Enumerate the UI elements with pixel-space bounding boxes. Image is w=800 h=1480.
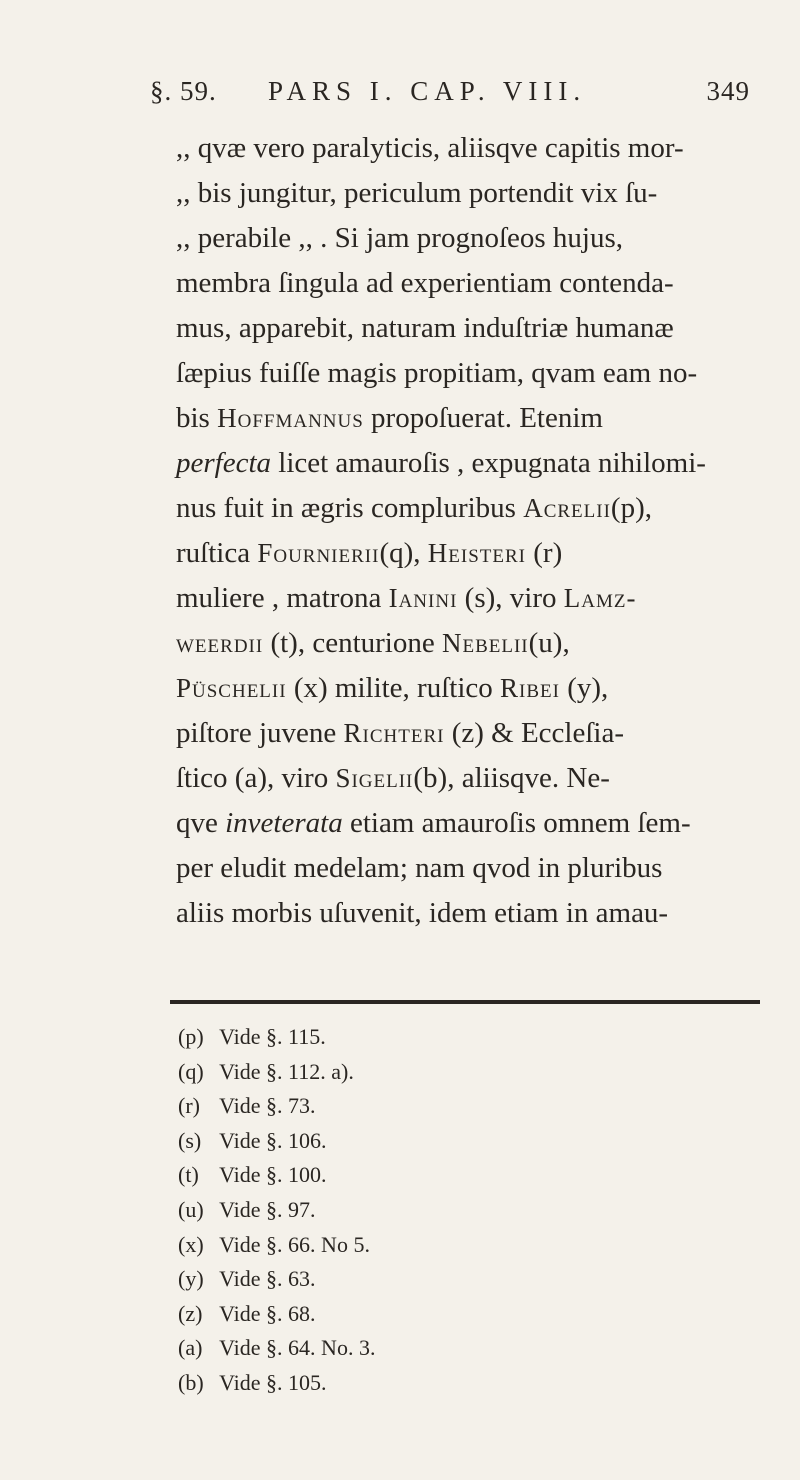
footnote-mark: (p): [178, 1024, 204, 1049]
text-span: propoſuerat. Etenim: [363, 402, 603, 434]
footnote: [178, 1158, 738, 1193]
section-number: §. 59.: [150, 76, 217, 106]
text-line: ſæpius fuiſſe magis propitiam, qvam eam no-: [176, 357, 698, 389]
footnote-mark: (z): [178, 1300, 203, 1326]
author-name: Nebelii: [441, 628, 529, 658]
main-text: [176, 126, 732, 936]
footnote-text: Vide §. 100.: [219, 1162, 327, 1188]
footnote-ref: (p),: [610, 492, 652, 524]
text-line: membra ſingula ad experientiam contenda-: [176, 267, 674, 299]
emphasis: perfecta: [176, 447, 272, 479]
footnote-mark: (a): [178, 1335, 203, 1361]
text-span: (s), viro: [457, 582, 564, 614]
text-span: bis: [176, 402, 218, 434]
footnote-mark: (b): [178, 1369, 204, 1395]
author-name: Richteri: [343, 718, 445, 748]
text-span: ſtico (a), viro: [176, 762, 336, 794]
text-span: licet amauroſis , expugnata nihilomi-: [271, 447, 706, 479]
footnote-text: Vide §. 105.: [219, 1369, 327, 1395]
author-name: Lamz-: [563, 583, 637, 613]
page-number: 349: [706, 76, 750, 106]
footnote-ref: (q),: [379, 537, 428, 569]
footnote: [178, 1297, 738, 1332]
text-span: (z) & Eccleſia-: [444, 717, 624, 749]
text-line: ,, qvæ vero paralyticis, aliisqve capitis mor-: [176, 132, 684, 164]
text-line: [176, 531, 732, 576]
author-name: Fournierii: [257, 538, 380, 568]
footnote-divider: [170, 1000, 760, 1004]
text-line: aliis morbis uſuvenit, idem etiam in amau-: [176, 897, 669, 929]
text-span: muliere , matrona: [176, 582, 389, 614]
footnote-text: Vide §. 115.: [219, 1024, 326, 1049]
author-name: weerdii: [176, 628, 264, 658]
footnote-text: Vide §. 66. No 5.: [219, 1231, 370, 1257]
text-span: (b), aliisqve. Ne-: [413, 762, 610, 794]
footnote-text: Vide §. 73.: [219, 1093, 316, 1119]
footnote-mark: (r): [178, 1093, 200, 1119]
text-line: [176, 576, 732, 621]
footnote: [178, 1124, 738, 1159]
author-name: Acrelii: [523, 493, 611, 523]
running-title: PARS I. CAP. VIII.: [268, 76, 587, 106]
text-line: [176, 801, 732, 846]
footnote-mark: (q): [178, 1058, 204, 1084]
footnote: [178, 1020, 738, 1055]
text-line: [176, 396, 732, 441]
emphasis: inveterata: [225, 807, 343, 839]
text-span: (t), centurione: [263, 627, 442, 659]
text-line: [176, 486, 732, 531]
text-span: (x) milite, ruſtico: [286, 672, 500, 704]
text-line: [176, 756, 732, 801]
text-line: [176, 621, 732, 666]
running-header: [150, 76, 750, 116]
text-line: ,, bis jungitur, periculum portendit vix ſu-: [176, 177, 658, 209]
footnote-ref: (y),: [559, 672, 609, 704]
footnote-ref: (r): [526, 537, 563, 569]
text-line: [176, 666, 732, 711]
text-span: ruſtica: [176, 537, 258, 569]
author-name: Sigelii: [335, 763, 414, 793]
text-line: ,, perabile ,, . Si jam prognoſeos hujus,: [176, 222, 624, 254]
footnote: [178, 1193, 738, 1228]
footnote-mark: (x): [178, 1231, 204, 1257]
footnote: [178, 1055, 738, 1090]
footnote-text: Vide §. 68.: [219, 1300, 316, 1326]
footnote-ref: (u),: [528, 627, 570, 659]
footnote-text: Vide §. 106.: [219, 1127, 327, 1153]
text-line: per eludit medelam; nam qvod in pluribus: [176, 852, 663, 884]
text-span: piſtore juvene: [176, 717, 344, 749]
footnote: [178, 1331, 738, 1366]
footnote: [178, 1366, 738, 1401]
text-line: [176, 441, 732, 486]
footnote-mark: (t): [178, 1162, 199, 1188]
footnote-text: Vide §. 112. a).: [219, 1058, 354, 1084]
text-line: [176, 711, 732, 756]
text-span: nus fuit in ægris compluribus: [176, 492, 524, 524]
footnote-text: Vide §. 64. No. 3.: [219, 1335, 376, 1361]
footnote: [178, 1228, 738, 1263]
author-name: Heisteri: [427, 538, 526, 568]
text-span: etiam amauroſis omnem ſem-: [342, 807, 691, 839]
author-name: Ianini: [388, 583, 458, 613]
author-name: Hoffmannus: [217, 403, 364, 433]
author-name: Püschelii: [176, 673, 287, 703]
text-span: qve: [176, 807, 226, 839]
footnote-mark: (s): [178, 1127, 202, 1153]
footnote-mark: (y): [178, 1266, 204, 1292]
text-line: mus, apparebit, naturam induſtriæ humanæ: [176, 312, 674, 344]
footnote-text: Vide §. 97.: [219, 1196, 316, 1222]
footnotes: [178, 1020, 738, 1401]
footnote: [178, 1262, 738, 1297]
footnote: [178, 1089, 738, 1124]
footnote-text: Vide §. 63.: [219, 1266, 316, 1292]
author-name: Ribei: [500, 673, 560, 703]
footnote-mark: (u): [178, 1196, 204, 1222]
